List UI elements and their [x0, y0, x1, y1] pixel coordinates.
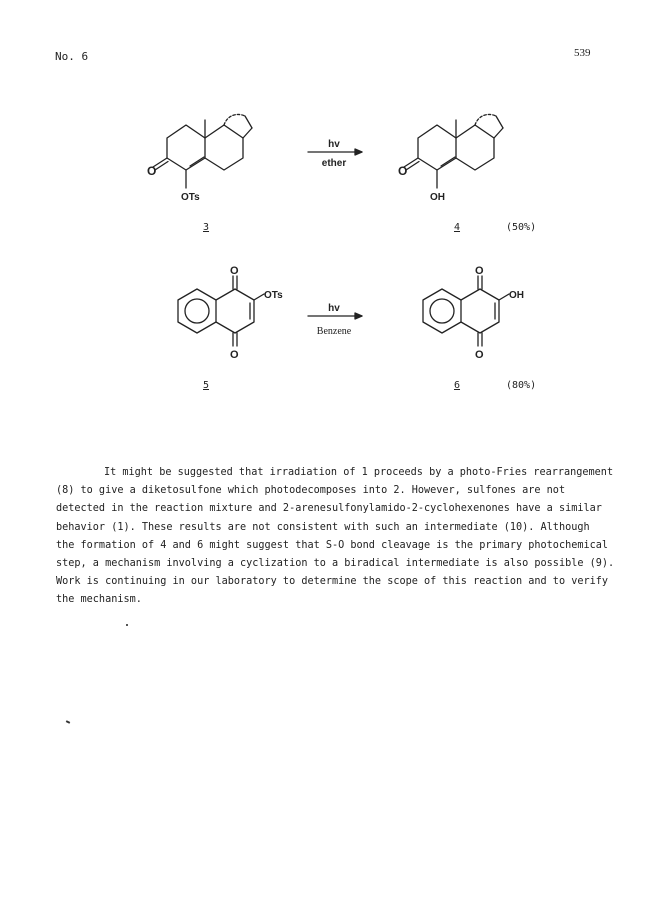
arrow-2-solvent: Benzene [316, 326, 352, 337]
svg-text:O: O [230, 349, 239, 361]
body-paragraph [56, 464, 616, 610]
compound-number-5: 5 [202, 380, 210, 391]
body-line: It might be suggested that irradiation of 1 proceeds by a photo-Fries rearrangement [104, 467, 614, 478]
compound-number-6: 6 [453, 380, 461, 391]
reactant-3-substituent: OTs [181, 192, 200, 203]
svg-text:O: O [230, 265, 239, 277]
compound-6-structure [423, 276, 509, 346]
arrow-1-reagent: hv [328, 139, 340, 150]
svg-text:O: O [475, 349, 484, 361]
body-line: behavior (1). These results are not consistent with such an intermediate (10). Although [56, 521, 590, 533]
page-number: 539 [574, 47, 591, 59]
svg-text:O: O [147, 164, 157, 178]
svg-text:O: O [398, 164, 408, 178]
svg-text:O: O [475, 265, 484, 277]
product-4-substituent: OH [430, 192, 445, 203]
stray-mark [66, 720, 70, 724]
compound-number-4: 4 [453, 222, 461, 233]
body-line: the formation of 4 and 6 might suggest that S-O bond cleavage is the primary photochemical [56, 539, 609, 551]
compound-3-structure [153, 114, 252, 188]
body-line: the mechanism. [56, 594, 142, 606]
body-line: Work is continuing in our laboratory to determine the scope of this reaction and to verify [56, 576, 609, 588]
body-line: (8) to give a diketosulfone which photodecomposes into 2. However, sulfones are not [56, 485, 566, 497]
yield-6: (80%) [506, 380, 537, 391]
body-line: step, a mechanism involving a cyclization to a biradical intermediate is also possible (9). [56, 558, 615, 570]
compound-number-3: 3 [202, 222, 210, 233]
arrow-1-solvent: ether [321, 158, 347, 169]
compound-5-structure [178, 276, 264, 346]
product-6-substituent: OH [509, 290, 524, 301]
compound-4-structure [404, 114, 503, 188]
arrow-2-reagent: hv [328, 303, 340, 314]
reactant-5-substituent: OTs [264, 290, 283, 301]
yield-4: (50%) [506, 222, 537, 233]
body-line: detected in the reaction mixture and 2-arenesulfonylamido-2-cyclohexenones have a similar [56, 503, 602, 515]
journal-issue: No. 6 [55, 50, 89, 63]
stray-mark [126, 624, 128, 626]
reaction-schemes [0, 0, 672, 420]
